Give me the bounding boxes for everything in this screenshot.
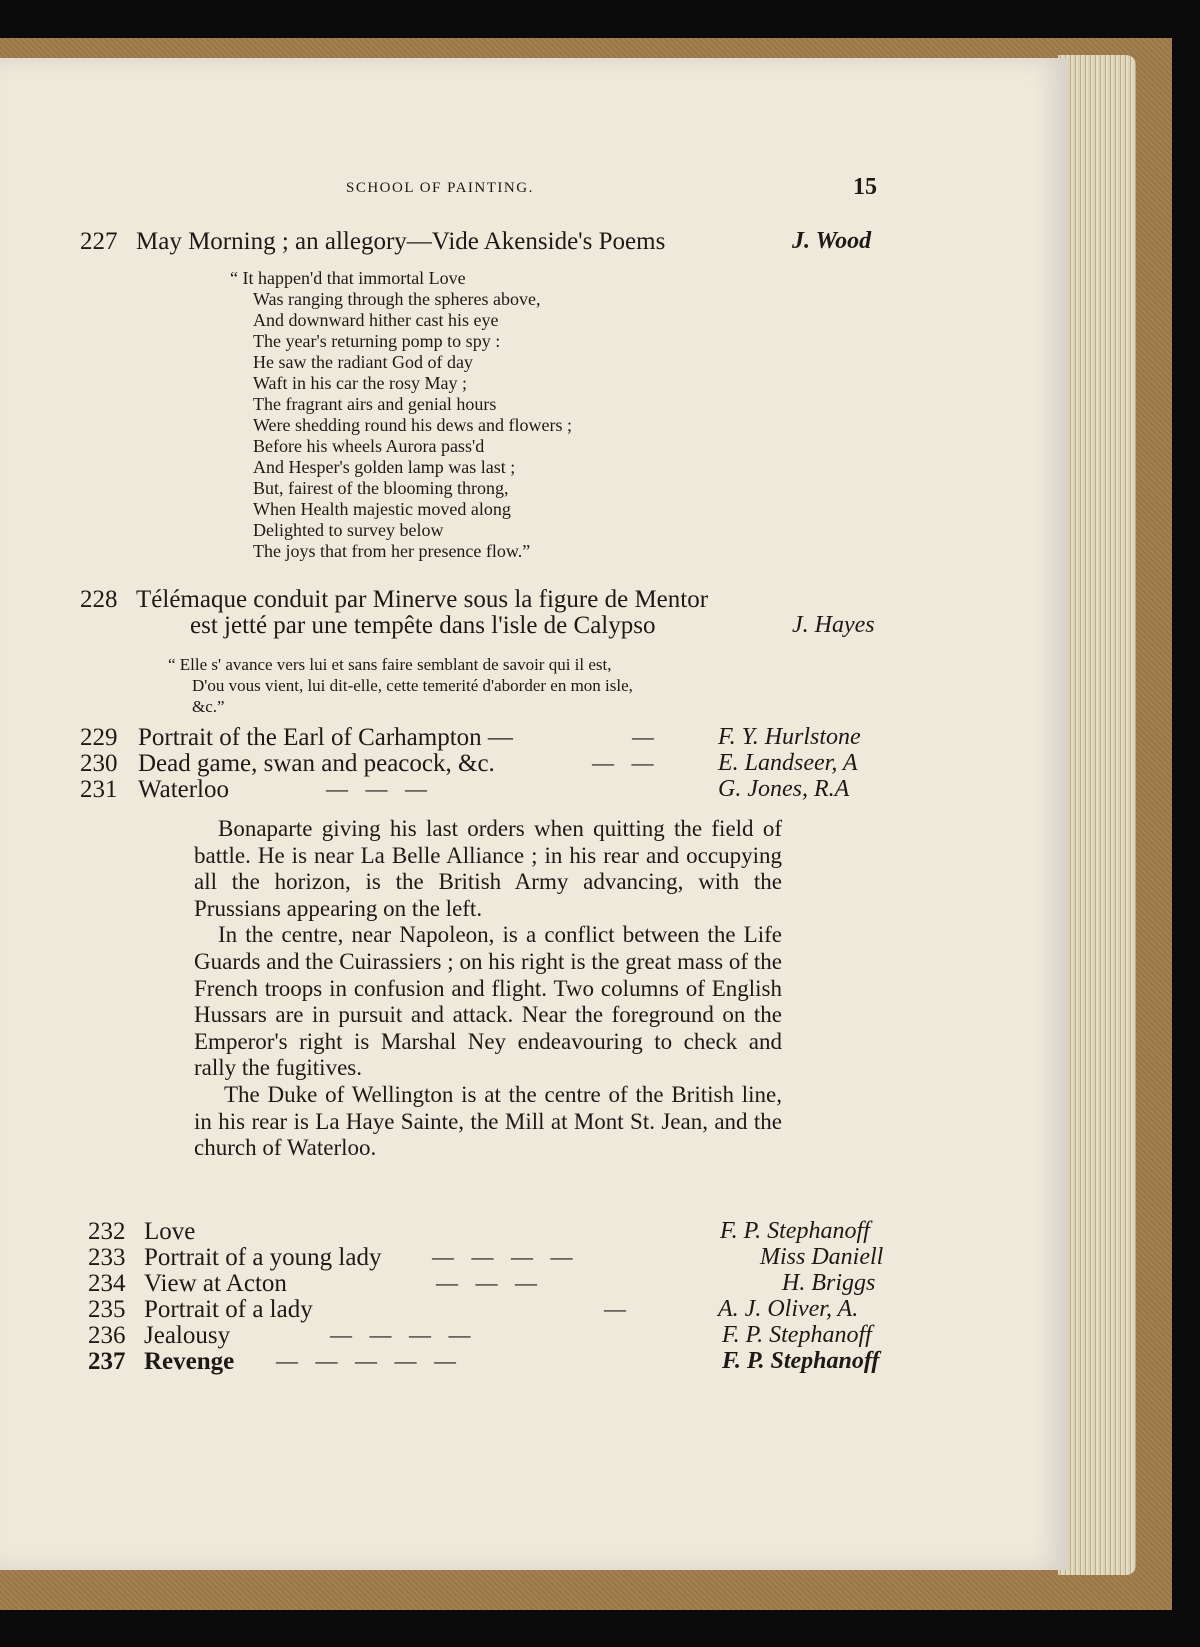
entry-236-dashes: — — — — xyxy=(330,1322,471,1347)
entry-230-artist: E. Landseer, A xyxy=(718,750,858,776)
entry-227-title: May Morning ; an allegory—Vide Akenside's Poems xyxy=(136,228,666,255)
entry-232-title: Love xyxy=(144,1218,196,1245)
poem-line: And downward hither cast his eye xyxy=(253,310,499,330)
entry-232-number: 232 xyxy=(88,1218,126,1245)
entry-233-number: 233 xyxy=(88,1244,126,1271)
entry-236-title: Jealousy xyxy=(144,1322,231,1349)
entry-237-dashes: — — — — — xyxy=(276,1348,456,1373)
entry-229-artist: F. Y. Hurlstone xyxy=(718,724,861,750)
page-edges xyxy=(1058,55,1136,1575)
entry-231-artist: G. Jones, R.A xyxy=(718,776,850,802)
entry-233-artist: Miss Daniell xyxy=(760,1244,884,1270)
entry-234-artist: H. Briggs xyxy=(782,1270,876,1296)
entry-231-title: Waterloo xyxy=(138,776,230,803)
poem-line: Were shedding round his dews and flowers ; xyxy=(253,415,572,435)
description-paragraph: In the centre, near Napoleon, is a conflict between the Life Guards and the Cuirassiers ; on his right is the great mass of the French troops in confusion and flight. Two columns of English Hussars are in pursuit and attack. Near the foreground on the Emperor's right is Marshal Ney endeavouring to check and rally the fugitives. xyxy=(194,922,782,1081)
entry-235-number: 235 xyxy=(88,1296,126,1323)
description-paragraph: Bonaparte giving his last orders when quitting the field of battle. He is near La Belle Alliance ; in his rear and occupying all the horizon, is the British Army advancing, with the Prussians appearing on the left. xyxy=(194,816,782,921)
waterloo-description xyxy=(194,816,782,1162)
book-page xyxy=(0,58,1068,1570)
entry-234-title: View at Acton xyxy=(144,1270,287,1297)
entry-227-artist: J. Wood xyxy=(792,228,872,254)
entry-234-number: 234 xyxy=(88,1270,126,1297)
entry-228-title-line2: est jetté par une tempête dans l'isle de Calypso xyxy=(190,612,656,639)
entry-237-title: Revenge xyxy=(144,1348,235,1375)
entry-235-dashes: — xyxy=(604,1296,626,1321)
entry-231-dashes: — — — xyxy=(326,776,427,801)
poem-line: Waft in his car the rosy May ; xyxy=(253,373,467,393)
quote-line: &c.” xyxy=(192,697,225,716)
entry-228-number: 228 xyxy=(80,586,118,613)
quote-228 xyxy=(168,654,633,717)
quote-line: “ Elle s' avance vers lui et sans faire semblant de savoir qui il est, xyxy=(168,655,612,674)
entry-236-artist: F. P. Stephanoff xyxy=(722,1322,872,1348)
entry-237-number: 237 xyxy=(88,1348,126,1375)
entry-235-artist: A. J. Oliver, A. xyxy=(718,1296,859,1322)
description-paragraph: The Duke of Wellington is at the centre of the British line, in his rear is La Haye Sainte, the Mill at Mont St. Jean, and the church of Waterloo. xyxy=(194,1081,782,1161)
entry-229-dashes: — xyxy=(632,724,654,749)
entry-232-artist: F. P. Stephanoff xyxy=(720,1218,870,1244)
entry-233-dashes: — — — — xyxy=(432,1244,573,1269)
entry-229-number: 229 xyxy=(80,724,118,751)
poem-line: The fragrant airs and genial hours xyxy=(253,394,497,414)
running-header: SCHOOL OF PAINTING. xyxy=(346,180,534,196)
poem-line: He saw the radiant God of day xyxy=(253,352,473,372)
poem-line: When Health majestic moved along xyxy=(253,499,511,519)
entry-229-title: Portrait of the Earl of Carhampton — xyxy=(138,724,513,751)
entry-228-artist: J. Hayes xyxy=(792,612,875,638)
entry-236-number: 236 xyxy=(88,1322,126,1349)
entry-231-number: 231 xyxy=(80,776,118,803)
entry-237-artist: F. P. Stephanoff xyxy=(722,1348,880,1374)
page-number: 15 xyxy=(853,174,877,200)
entry-235-title: Portrait of a lady xyxy=(144,1296,313,1323)
poem-line: “ It happen'd that immortal Love xyxy=(230,268,466,288)
quote-line: D'ou vous vient, lui dit-elle, cette temerité d'aborder en mon isle, xyxy=(192,676,633,695)
poem-227 xyxy=(230,268,572,562)
entry-234-dashes: — — — xyxy=(436,1270,537,1295)
poem-line: Was ranging through the spheres above, xyxy=(253,289,541,309)
entry-230-dashes: — — xyxy=(592,750,654,775)
entry-230-number: 230 xyxy=(80,750,118,777)
entry-230-title: Dead game, swan and peacock, &c. xyxy=(138,750,495,777)
poem-line: But, fairest of the blooming throng, xyxy=(253,478,509,498)
entry-227-number: 227 xyxy=(80,228,118,255)
poem-line: The joys that from her presence flow.” xyxy=(253,541,531,561)
poem-line: Before his wheels Aurora pass'd xyxy=(253,436,485,456)
entry-233-title: Portrait of a young lady xyxy=(144,1244,382,1271)
poem-line: Delighted to survey below xyxy=(253,520,444,540)
poem-line: And Hesper's golden lamp was last ; xyxy=(253,457,516,477)
poem-line: The year's returning pomp to spy : xyxy=(253,331,501,351)
entry-228-title-line1: Télémaque conduit par Minerve sous la figure de Mentor xyxy=(136,586,709,613)
